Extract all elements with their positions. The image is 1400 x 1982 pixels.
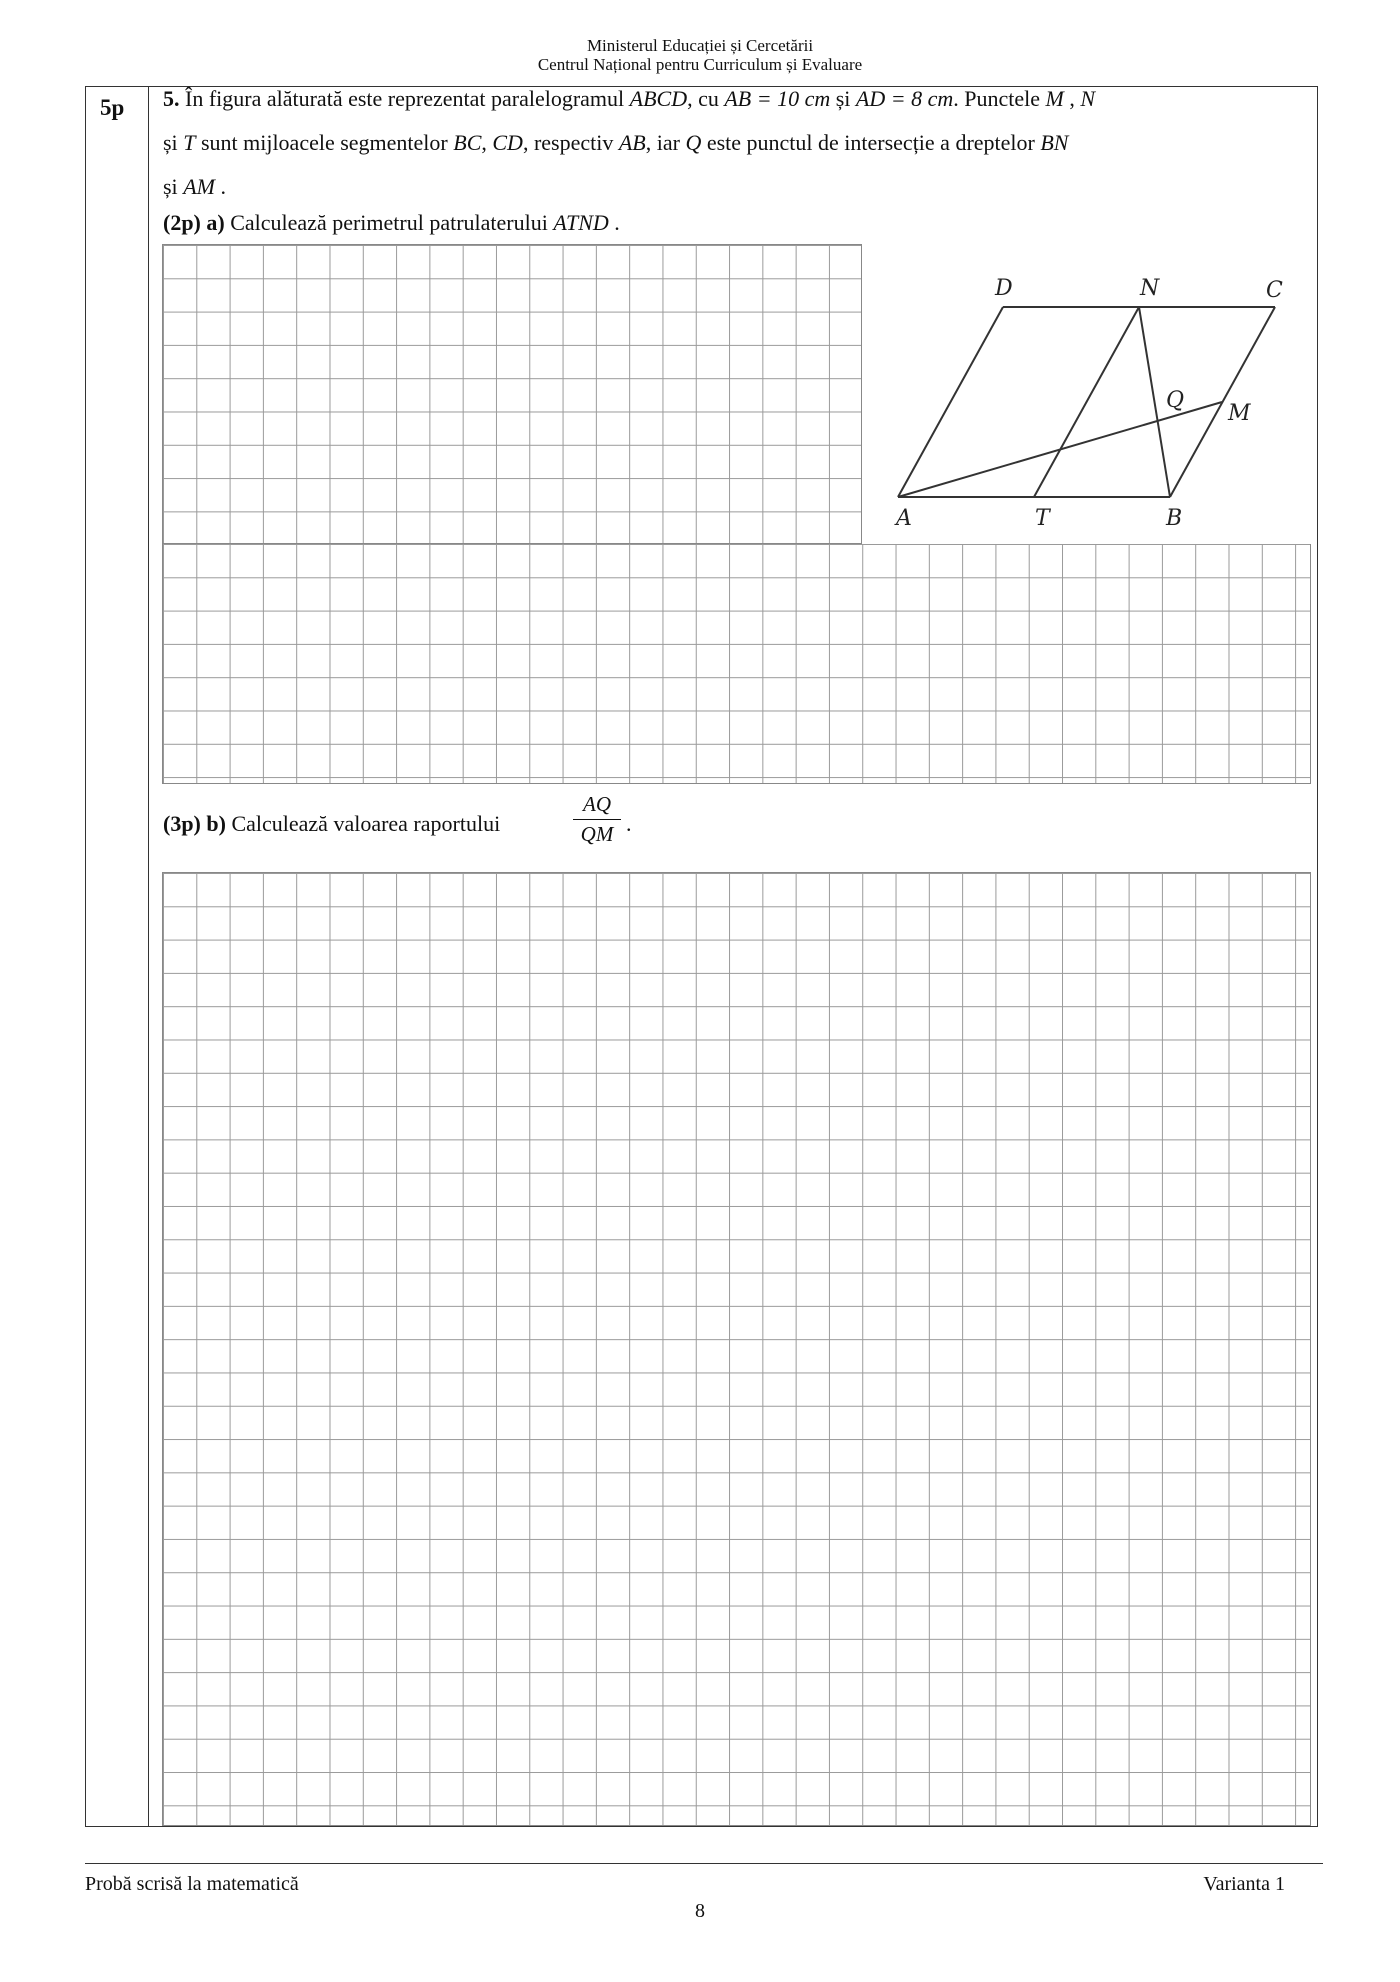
problem-number: 5. (163, 86, 180, 111)
segment-DA (898, 307, 1003, 497)
statement-text: , cu (687, 86, 719, 111)
math-N: N (1080, 86, 1096, 111)
label-A: A (896, 506, 912, 531)
label-D: D (995, 276, 1013, 301)
page-header (0, 36, 1400, 74)
part-b-text: Calculează valoarea raportului (231, 811, 501, 836)
part-a-letter: a) (206, 210, 225, 235)
label-C: C (1266, 278, 1283, 303)
statement-line-2: și T sunt mijloacele segmentelor BC, CD, respectiv AB, iar Q este punctul de intersecție a dreptelor BN (163, 130, 1069, 155)
fraction-denominator: QM (580, 822, 614, 846)
math-M: M (1045, 86, 1064, 111)
math-AD-eq: AD = 8 cm (855, 86, 954, 111)
part-b-prompt (163, 811, 500, 837)
parallelogram-figure (880, 265, 1300, 535)
label-M: M (1228, 401, 1251, 426)
math-BC: BC (453, 130, 482, 155)
statement-text: , respectiv (522, 130, 614, 155)
statement-line-1 (163, 86, 1095, 112)
part-b-points: (3p) (163, 811, 201, 836)
statement-text: și (163, 130, 178, 155)
header-center: Centrul Național pentru Curriculum și Evaluare (537, 55, 863, 74)
statement-text: și (835, 86, 851, 111)
statement-text: , (1069, 86, 1075, 111)
part-a-period: . (614, 210, 620, 235)
page-number: 8 (695, 1900, 705, 1922)
math-Q: Q (685, 130, 702, 155)
segment-TN (1034, 307, 1139, 497)
statement-line-3 (163, 174, 226, 200)
label-B: B (1166, 506, 1183, 531)
segment-BC (1170, 307, 1275, 497)
answer-grid-a-upper[interactable] (162, 244, 862, 544)
label-T: T (1035, 506, 1050, 531)
statement-text: În figura alăturată este reprezentat paralelogramul (185, 86, 625, 111)
fraction-numerator: AQ (583, 792, 611, 816)
math-BN: BN (1040, 130, 1069, 155)
math-AM: AM (183, 174, 215, 199)
math-AB: AB (618, 130, 646, 155)
header-ministry: Ministerul Educației și Cercetării (586, 36, 814, 55)
statement-text: și (163, 174, 178, 199)
part-a-text: Calculează perimetrul patrulaterului (230, 210, 548, 235)
math-T: T (183, 130, 196, 155)
statement-text: sunt mijloacele segmentelor (200, 130, 448, 155)
column-divider (148, 86, 149, 1827)
part-b-letter: b) (206, 811, 226, 836)
label-N: N (1140, 276, 1160, 301)
math-CD: CD (492, 130, 523, 155)
statement-text: . (220, 174, 226, 199)
math-ABCD: ABCD (629, 86, 688, 111)
footer-exam-title: Probă scrisă la matematică (85, 1873, 299, 1895)
fraction-AQ-QM (573, 792, 621, 847)
part-a-prompt (163, 210, 620, 236)
part-a-points: (2p) (163, 210, 201, 235)
part-b-period: . (626, 811, 632, 836)
label-Q: Q (1166, 388, 1185, 413)
footer-variant: Varianta 1 (1203, 1873, 1285, 1895)
footer-rule (85, 1863, 1323, 1864)
math-ATND: ATND (553, 210, 609, 235)
answer-grid-b[interactable] (162, 872, 1311, 1826)
statement-text: . Punctele (953, 86, 1041, 111)
statement-text: este punctul de intersecție a dreptelor (706, 130, 1035, 155)
statement-text: , iar (645, 130, 680, 155)
answer-grid-a-lower[interactable] (162, 544, 1311, 784)
fraction-bar (573, 819, 621, 820)
math-AB-eq: AB = 10 cm (724, 86, 831, 111)
problem-score: 5p (100, 95, 125, 120)
